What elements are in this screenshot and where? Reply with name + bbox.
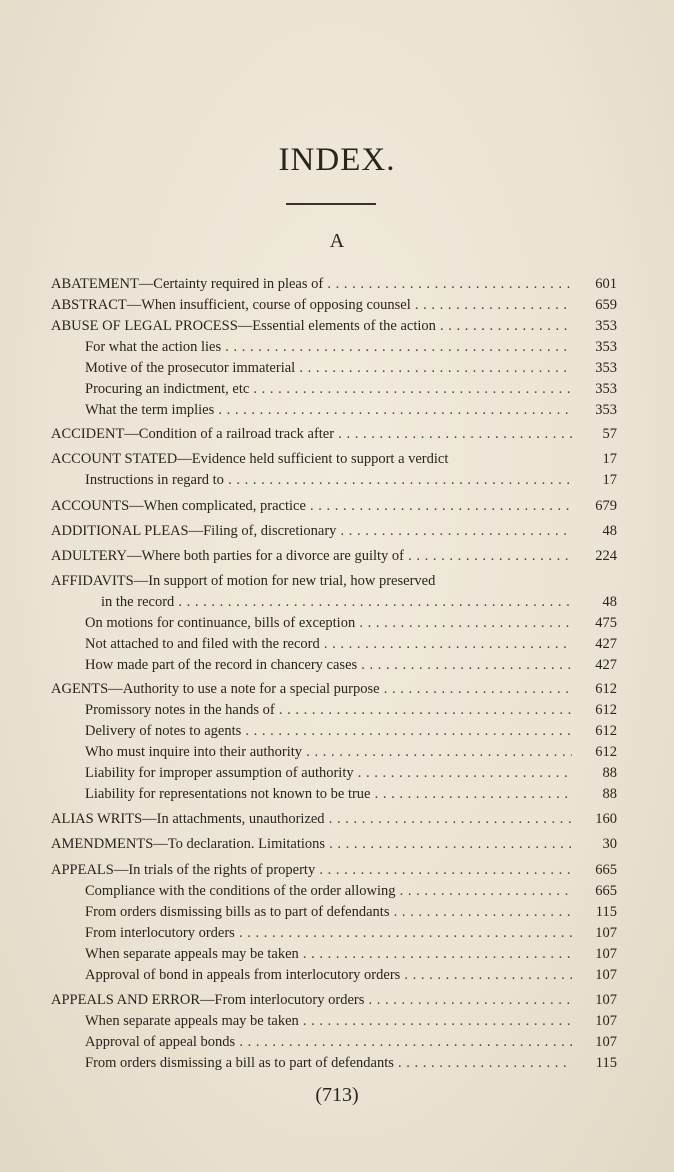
index-entry — [0, 336, 674, 358]
entry-text: in the record . . . — [101, 591, 572, 613]
entry-text: On motions for continuance, bills of exception . . . — [85, 612, 572, 634]
entry-text: From orders dismissing bills as to part of defendants . . . — [85, 901, 572, 923]
index-entry — [0, 901, 674, 923]
index-entry — [0, 469, 674, 491]
entry-page: 30 — [602, 836, 617, 852]
index-entry — [0, 922, 674, 944]
entry-text: Not attached to and filed with the record . . . — [85, 633, 572, 655]
index-entry — [0, 357, 674, 379]
index-entry — [0, 880, 674, 902]
entry-page: 88 — [602, 765, 617, 781]
entry-page: 160 — [595, 811, 617, 827]
index-entry — [0, 783, 674, 805]
entry-text: When separate appeals may be taken . . . — [85, 1010, 572, 1032]
entry-text: Compliance with the conditions of the order allowing . . . — [85, 880, 572, 902]
index-entry — [0, 495, 674, 517]
entry-page: 665 — [595, 862, 617, 878]
entry-text: ALIAS WRITS—In attachments, unauthorized . . . — [51, 808, 572, 830]
index-entry — [0, 448, 674, 470]
entry-page: 17 — [602, 451, 617, 467]
entry-text: AGENTS—Authority to use a note for a special purpose . . . — [51, 678, 572, 700]
index-entry — [0, 520, 674, 542]
entry-page: 48 — [602, 523, 617, 539]
index-entry — [0, 678, 674, 700]
index-entry — [0, 720, 674, 742]
index-entry — [0, 741, 674, 763]
entry-text: ACCOUNTS—When complicated, practice . . . — [51, 495, 572, 517]
entry-text: ADDITIONAL PLEAS—Filing of, discretionary . . . — [51, 520, 572, 542]
entry-text: Approval of appeal bonds . . . — [85, 1031, 572, 1053]
entry-page: 115 — [595, 1055, 617, 1071]
index-entry — [0, 423, 674, 445]
index-entry — [0, 315, 674, 337]
index-entry — [0, 633, 674, 655]
entry-text: AFFIDAVITS—In support of motion for new trial, how preserved — [51, 573, 436, 589]
entry-text: When separate appeals may be taken . . . — [85, 943, 572, 965]
entry-text: Delivery of notes to agents . . . — [85, 720, 572, 742]
entry-text: ABUSE OF LEGAL PROCESS—Essential elements of the action . . . — [51, 315, 572, 337]
entry-page: 107 — [595, 946, 617, 962]
index-entry — [0, 294, 674, 316]
index-entry — [0, 762, 674, 784]
entry-page: 612 — [595, 702, 617, 718]
entry-page: 427 — [595, 636, 617, 652]
entry-page: 612 — [595, 723, 617, 739]
index-entry — [0, 1052, 674, 1074]
entry-page: 659 — [595, 297, 617, 313]
entry-text: From orders dismissing a bill as to part of defendants . . . — [85, 1052, 572, 1074]
index-entry — [0, 273, 674, 295]
entry-page: 88 — [602, 786, 617, 802]
entry-text: Liability for representations not known to be true . . . — [85, 783, 572, 805]
entry-page: 353 — [595, 339, 617, 355]
index-entry — [0, 833, 674, 855]
entry-text: APPEALS AND ERROR—From interlocutory orders . . . — [51, 989, 572, 1011]
index-entry — [0, 964, 674, 986]
entry-page: 107 — [595, 1034, 617, 1050]
entry-page: 427 — [595, 657, 617, 673]
entry-text: Instructions in regard to . . . — [85, 469, 572, 491]
entry-page: 679 — [595, 498, 617, 514]
entry-text: ADULTERY—Where both parties for a divorce are guilty of . . . — [51, 545, 572, 567]
section-letter: A — [329, 230, 345, 252]
entry-page: 107 — [595, 967, 617, 983]
entry-text: For what the action lies . . . — [85, 336, 572, 358]
entry-text: ACCIDENT—Condition of a railroad track after . . . — [51, 423, 572, 445]
entry-page: 665 — [595, 883, 617, 899]
index-entry — [0, 699, 674, 721]
index-entry — [0, 859, 674, 881]
index-entry — [0, 378, 674, 400]
index-entry — [0, 943, 674, 965]
entry-page: 353 — [595, 402, 617, 418]
entry-page: 353 — [595, 360, 617, 376]
entry-text: Approval of bond in appeals from interlocutory orders . . . — [85, 964, 572, 986]
entry-page: 48 — [602, 594, 617, 610]
entry-page: 353 — [595, 381, 617, 397]
entry-text: ABATEMENT—Certainty required in pleas of . . . — [51, 273, 572, 295]
entry-page: 57 — [602, 426, 617, 442]
title-rule — [286, 203, 376, 205]
index-entry — [0, 808, 674, 830]
entry-text: APPEALS—In trials of the rights of property . . . — [51, 859, 572, 881]
index-entry — [0, 989, 674, 1011]
index-entry — [0, 654, 674, 676]
entry-text: What the term implies . . . — [85, 399, 572, 421]
index-entry — [0, 545, 674, 567]
entry-page: 107 — [595, 925, 617, 941]
entry-text: ABSTRACT—When insufficient, course of opposing counsel . . . — [51, 294, 572, 316]
entry-text: From interlocutory orders . . . — [85, 922, 572, 944]
entry-text: Motive of the prosecutor immaterial . . . — [85, 357, 572, 379]
entry-text: How made part of the record in chancery cases . . . — [85, 654, 572, 676]
index-entry — [0, 591, 674, 613]
entry-page: 17 — [602, 472, 617, 488]
entry-text: Who must inquire into their authority . . . — [85, 741, 572, 763]
entry-page: 612 — [595, 744, 617, 760]
entry-text: Promissory notes in the hands of . . . — [85, 699, 572, 721]
entry-page: 115 — [595, 904, 617, 920]
index-entry — [0, 612, 674, 634]
entry-page: 475 — [595, 615, 617, 631]
entry-text: Liability for improper assumption of authority . . . — [85, 762, 572, 784]
index-entry — [0, 1010, 674, 1032]
entry-text: ACCOUNT STATED—Evidence held sufficient to support a verdict — [51, 451, 449, 467]
entry-page: 612 — [595, 681, 617, 697]
entry-page: 107 — [595, 1013, 617, 1029]
page-number: (713) — [315, 1084, 359, 1106]
entry-page: 601 — [595, 276, 617, 292]
entry-page: 224 — [595, 548, 617, 564]
entry-text: Procuring an indictment, etc . . . — [85, 378, 572, 400]
index-entry — [0, 399, 674, 421]
entry-page: 353 — [595, 318, 617, 334]
entry-page: 107 — [595, 992, 617, 1008]
index-entry — [0, 570, 674, 592]
page-title: INDEX. — [278, 142, 396, 178]
index-entry — [0, 1031, 674, 1053]
entry-text: AMENDMENTS—To declaration. Limitations . . . — [51, 833, 572, 855]
